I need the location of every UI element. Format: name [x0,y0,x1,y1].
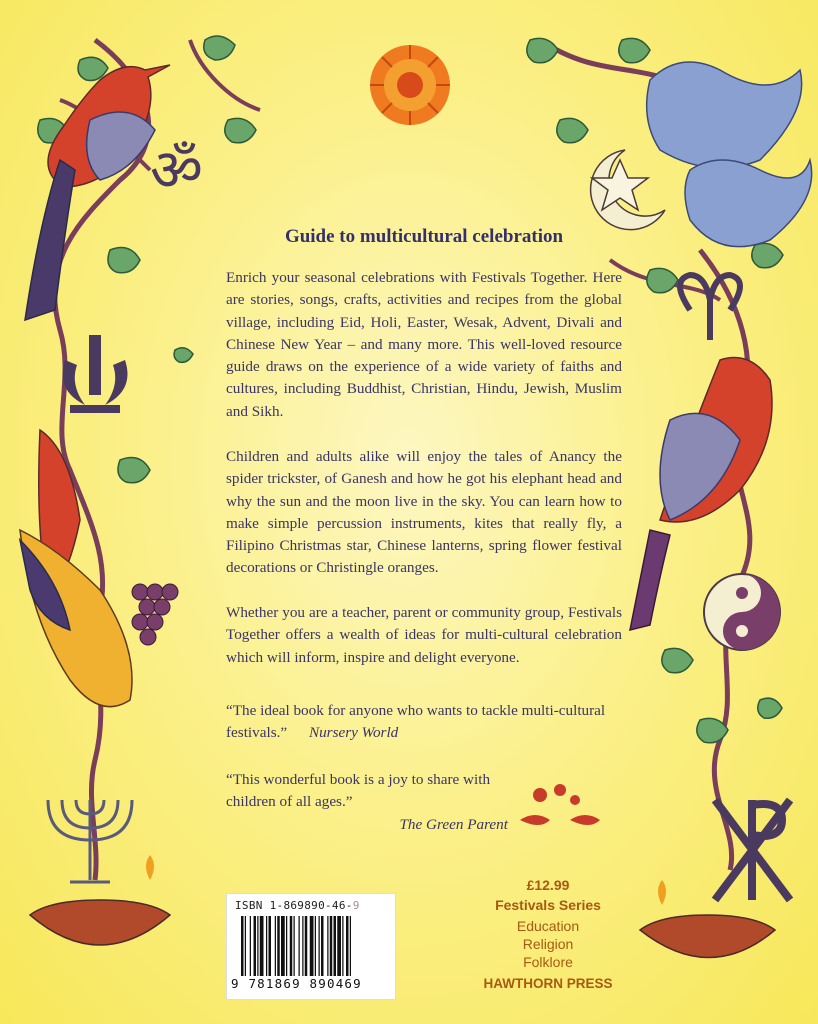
description-paragraph-1: Enrich your seasonal celebrations with Festivals Together. Here are stories, songs, crafts, activities and recipes from the global village, including Eid, Holi, Easter, Wesak, Advent, Divali and Chinese New Year – and many more. This well-loved resource guide draws on the experience of a wide variety of faiths and cultures, including Buddhist, Christian, Hindu, Jewish, Muslim and Sikh. [226,269,622,420]
review-quote-2-source: The Green Parent [399,815,508,833]
isbn-label: ISBN 1-869890-46-9 [235,899,360,912]
category-education: Education [516,918,580,934]
publisher: HAWTHORN PRESS [483,976,613,991]
review-quote-1-text: “The ideal book for anyone who wants to tackle multi-cultural festivals.” [226,702,606,742]
price: £12.99 [526,877,570,893]
barcode-bars [241,916,391,976]
description-paragraph-2: Children and adults alike will enjoy the tales of Anancy the spider trickster, of Ganesh and how he got his elephant head and why the sun and the moon live in the sky. You can learn how to make simple percussion instruments, kites that really fly, a Filipino Christmas star, Chinese lanterns, spring flower festival decorations or Christingle oranges. [226,448,622,577]
isbn-check-digit: 9 [352,899,360,912]
review-quote-1 [226,700,622,745]
series-name: Festivals Series [495,897,601,913]
review-quote-2-text: “This wonderful book is a joy to share with children of all ages.” [226,771,491,811]
review-quote-1-source: Nursery World [308,724,399,742]
isbn-barcode [226,893,396,1000]
review-quote-2 [226,769,526,836]
category-religion: Religion [522,936,574,952]
category-folklore: Folklore [523,954,573,970]
barcode-number: 9 781869 890469 [231,976,362,991]
svg-text:ॐ: ॐ [150,136,203,204]
cover-heading: Guide to multicultural celebration [284,226,564,247]
description-paragraph-3: Whether you are a teacher, parent or community group, Festivals Together offers a wealth of ideas for multi-cultural celebration which will inform, inspire and delight everyone. [226,604,622,666]
categories [478,917,618,971]
